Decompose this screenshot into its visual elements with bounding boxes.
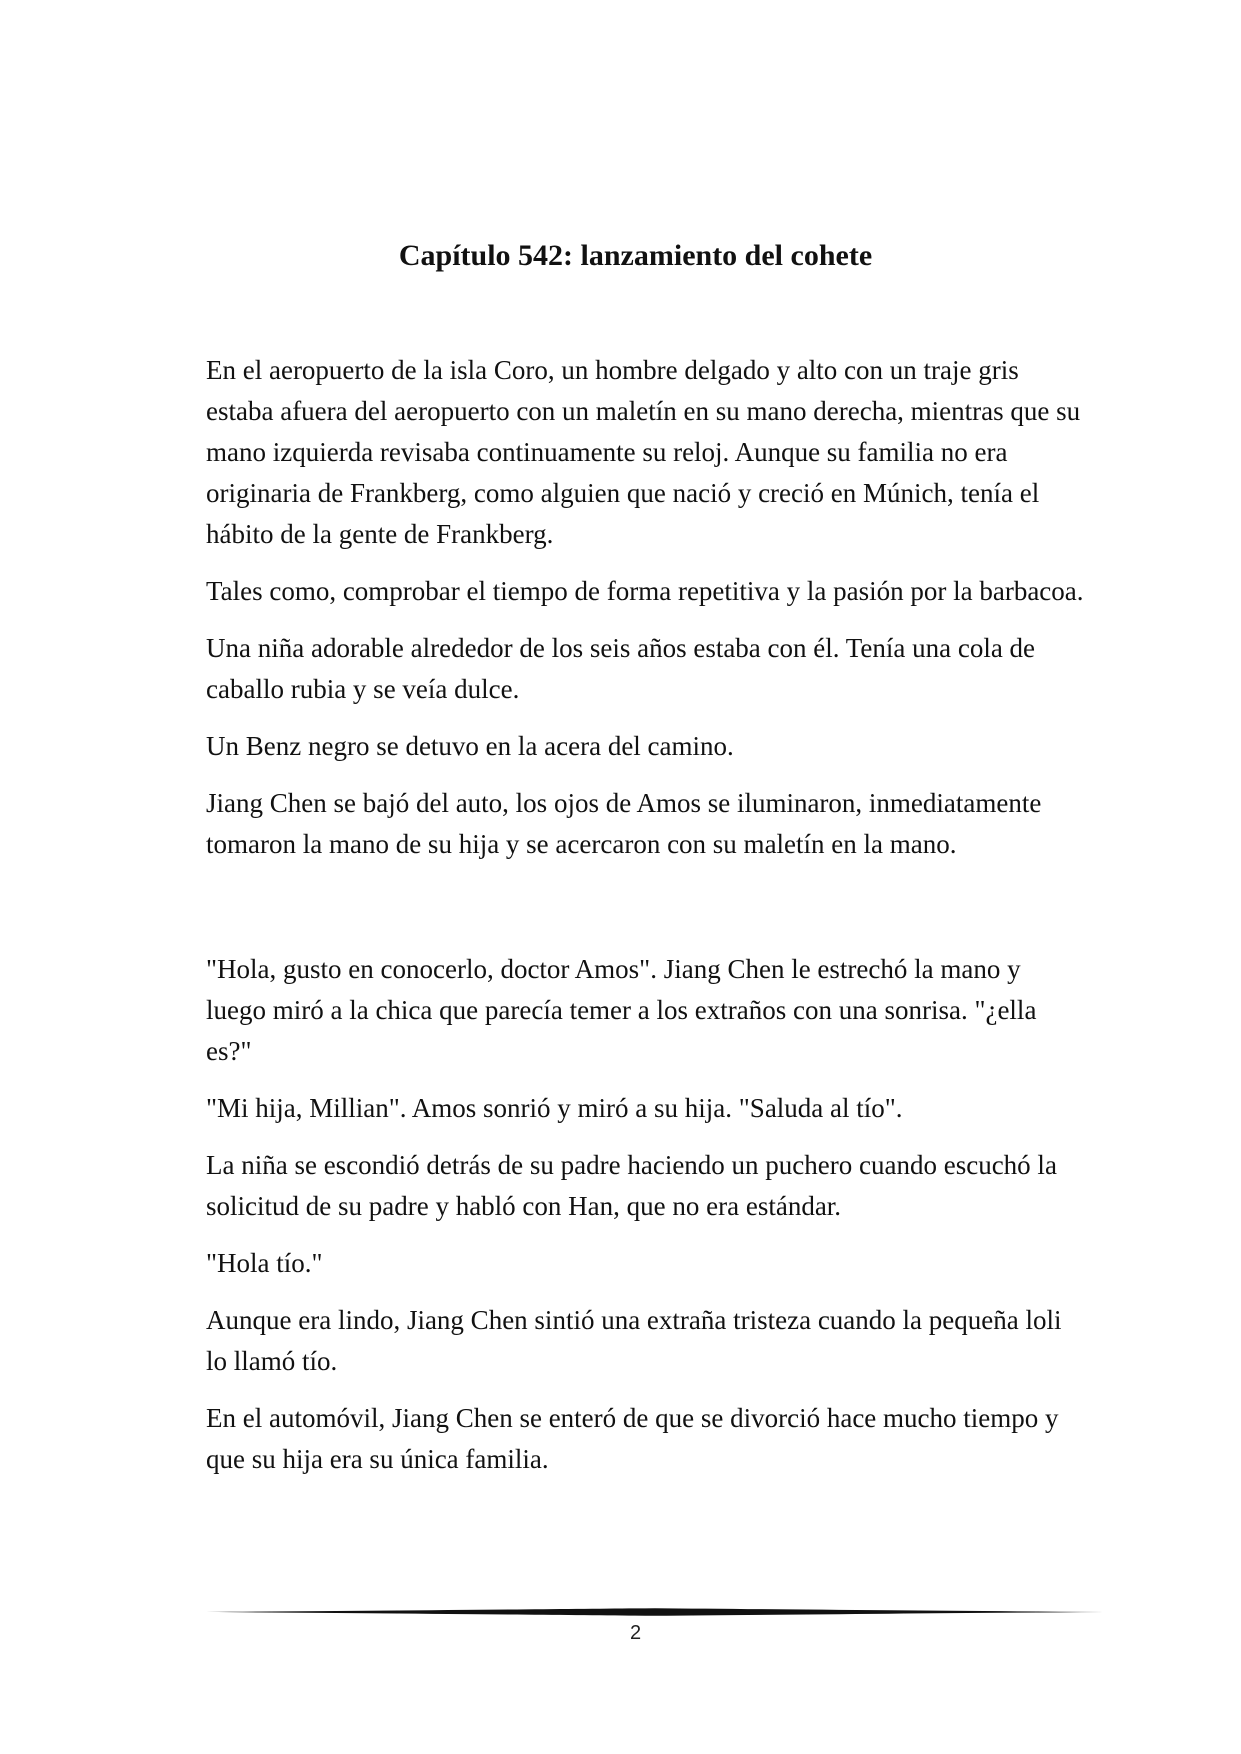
chapter-title: Capítulo 542: lanzamiento del cohete [398,239,873,272]
paragraph: Jiang Chen se bajó del auto, los ojos de Amos se iluminaron, inmediatamente tomaron la mano de su hija y se acercaron con su maletín en la mano. [206,788,1042,859]
paragraph: Tales como, comprobar el tiempo de forma repetitiva y la pasión por la barbacoa. [206,576,1084,606]
paragraph: "Hola, gusto en conocerlo, doctor Amos". Jiang Chen le estrechó la mano y luego miró a la chica que parecía temer a los extraños con una sonrisa. "¿ella es?" [206,954,1037,1066]
page-number: 2 [629,1622,642,1644]
paragraph: "Mi hija, Millian". Amos sonrió y miró a su hija. "Saluda al tío". [206,1093,903,1123]
paragraph: Aunque era lindo, Jiang Chen sintió una extraña tristeza cuando la pequeña loli lo llamó tío. [206,1305,1062,1376]
section-break [206,881,1086,949]
footer-divider [206,1607,1104,1617]
paragraph: En el aeropuerto de la isla Coro, un hombre delgado y alto con un traje gris estaba afuera del aeropuerto con un maletín en su mano derecha, mientras que su mano izquierda revisaba continuamente su reloj. Aunque su familia no era originaria de Frankberg, como alguien que nació y creció en Múnich, tenía el hábito de la gente de Frankberg. [206,355,1081,549]
paragraph: La niña se escondió detrás de su padre haciendo un puchero cuando escuchó la solicitud de su padre y habló con Han, que no era estándar. [206,1150,1057,1221]
paragraph: "Hola tío." [206,1248,323,1278]
paragraph: Un Benz negro se detuvo en la acera del camino. [206,731,734,761]
chapter-body [206,350,1086,1496]
paragraph: Una niña adorable alrededor de los seis años estaba con él. Tenía una cola de caballo rubia y se veía dulce. [206,633,1036,704]
paragraph: En el automóvil, Jiang Chen se enteró de que se divorció hace mucho tiempo y que su hija era su única familia. [206,1403,1059,1474]
